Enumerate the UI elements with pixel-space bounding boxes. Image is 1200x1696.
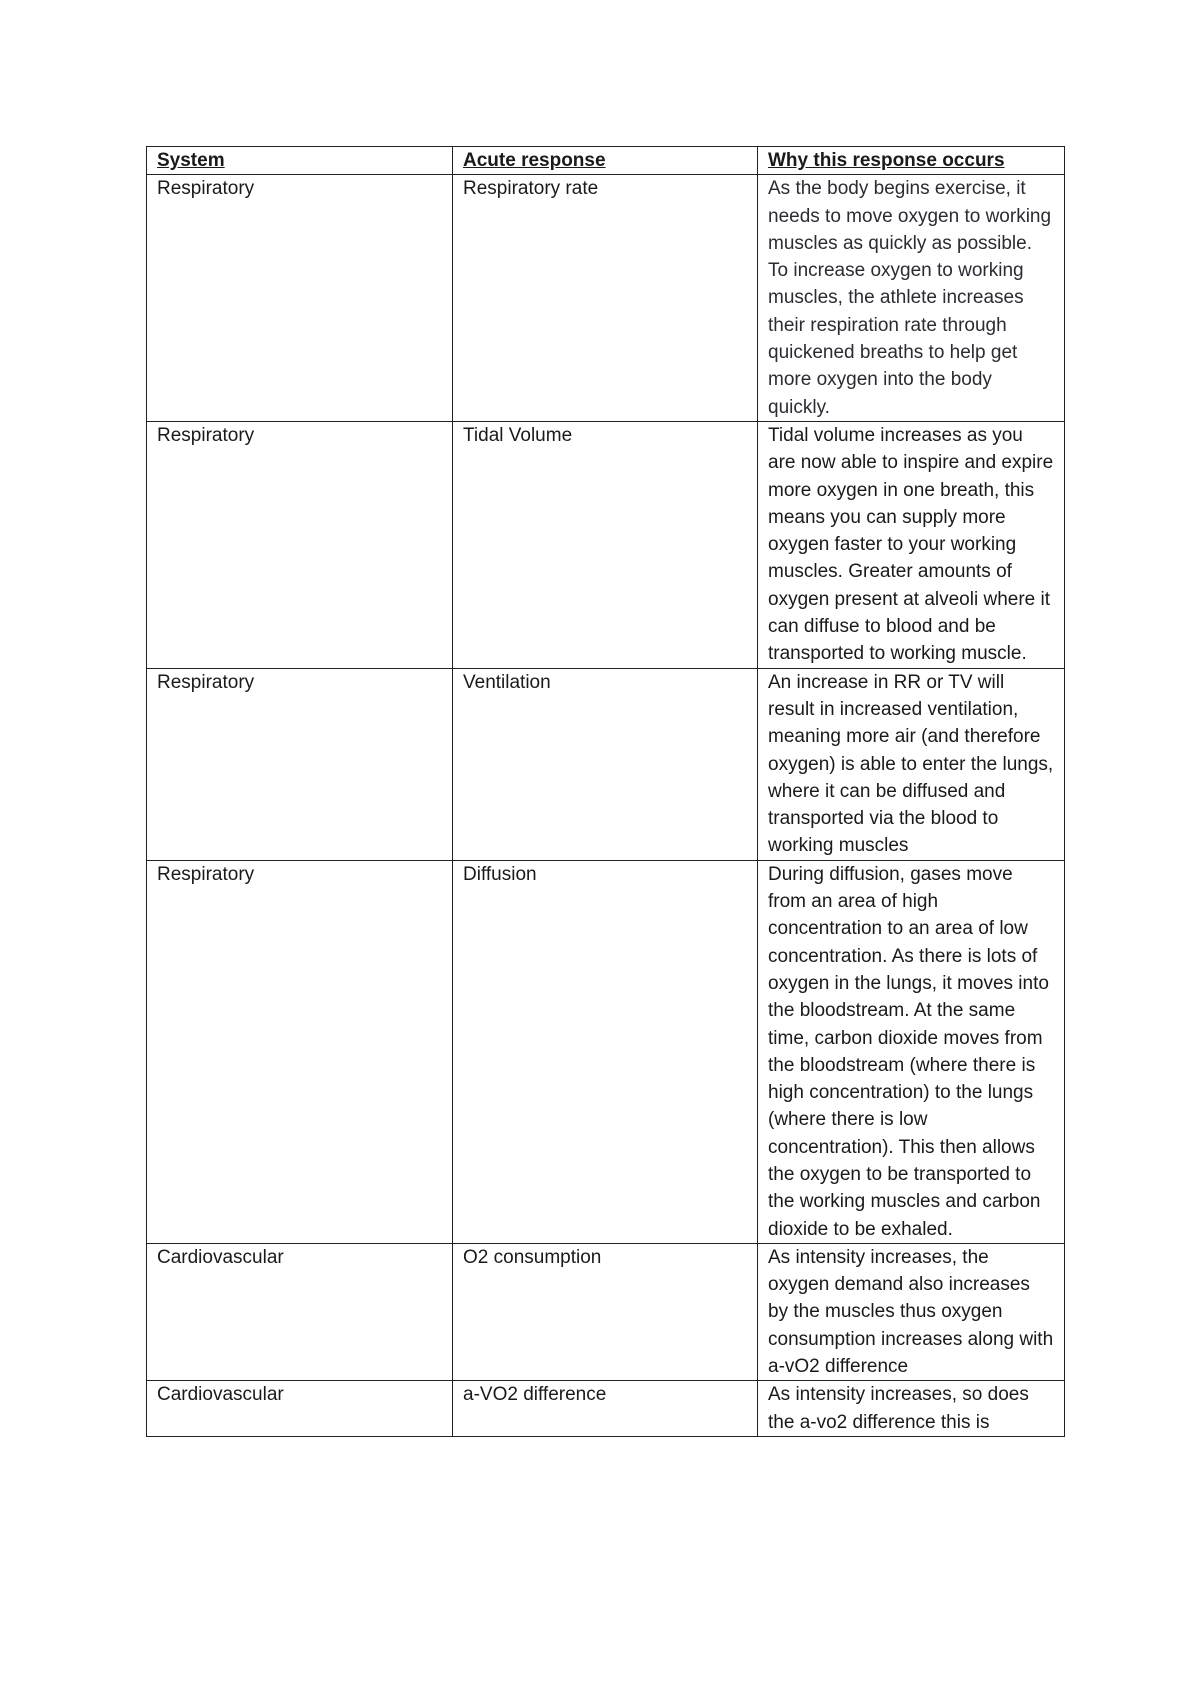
cell-response: a-VO2 difference	[453, 1381, 758, 1437]
table-row	[147, 860, 1065, 1243]
acute-response-table	[146, 146, 1065, 1437]
cell-response: O2 consumption	[453, 1243, 758, 1380]
cell-response: Respiratory rate	[453, 175, 758, 422]
cell-reason: An increase in RR or TV will result in increased ventilation, meaning more air (and therefore oxygen) is able to enter the lungs, where it can be diffused and transported via the blood to working muscles	[758, 668, 1065, 860]
header-why: Why this response occurs	[758, 147, 1065, 175]
cell-system: Respiratory	[147, 668, 453, 860]
cell-reason: As intensity increases, the oxygen demand also increases by the muscles thus oxygen consumption increases along with a-vO2 difference	[758, 1243, 1065, 1380]
cell-response: Ventilation	[453, 668, 758, 860]
cell-reason: Tidal volume increases as you are now able to inspire and expire more oxygen in one breath, this means you can supply more oxygen faster to your working muscles. Greater amounts of oxygen present at alveoli where it can diffuse to blood and be transported to working muscle.	[758, 421, 1065, 668]
cell-system: Respiratory	[147, 421, 453, 668]
header-system: System	[147, 147, 453, 175]
table-row	[147, 421, 1065, 668]
table-row	[147, 668, 1065, 860]
cell-response: Diffusion	[453, 860, 758, 1243]
table-row	[147, 1243, 1065, 1380]
cell-reason: During diffusion, gases move from an area of high concentration to an area of low concentration. As there is lots of oxygen in the lungs, it moves into the bloodstream. At the same time, carbon dioxide moves from the bloodstream (where there is high concentration) to the lungs (where there is low concentration). This then allows the oxygen to be transported to the working muscles and carbon dioxide to be exhaled.	[758, 860, 1065, 1243]
table-header-row	[147, 147, 1065, 175]
cell-system: Respiratory	[147, 860, 453, 1243]
table-row	[147, 175, 1065, 422]
cell-system: Cardiovascular	[147, 1381, 453, 1437]
cell-reason: As the body begins exercise, it needs to move oxygen to working muscles as quickly as possible. To increase oxygen to working muscles, the athlete increases their respiration rate through quickened breaths to help get more oxygen into the body quickly.	[758, 175, 1065, 422]
cell-system: Respiratory	[147, 175, 453, 422]
cell-reason: As intensity increases, so does the a-vo2 difference this is	[758, 1381, 1065, 1437]
cell-system: Cardiovascular	[147, 1243, 453, 1380]
cell-response: Tidal Volume	[453, 421, 758, 668]
header-acute-response: Acute response	[453, 147, 758, 175]
table-row	[147, 1381, 1065, 1437]
